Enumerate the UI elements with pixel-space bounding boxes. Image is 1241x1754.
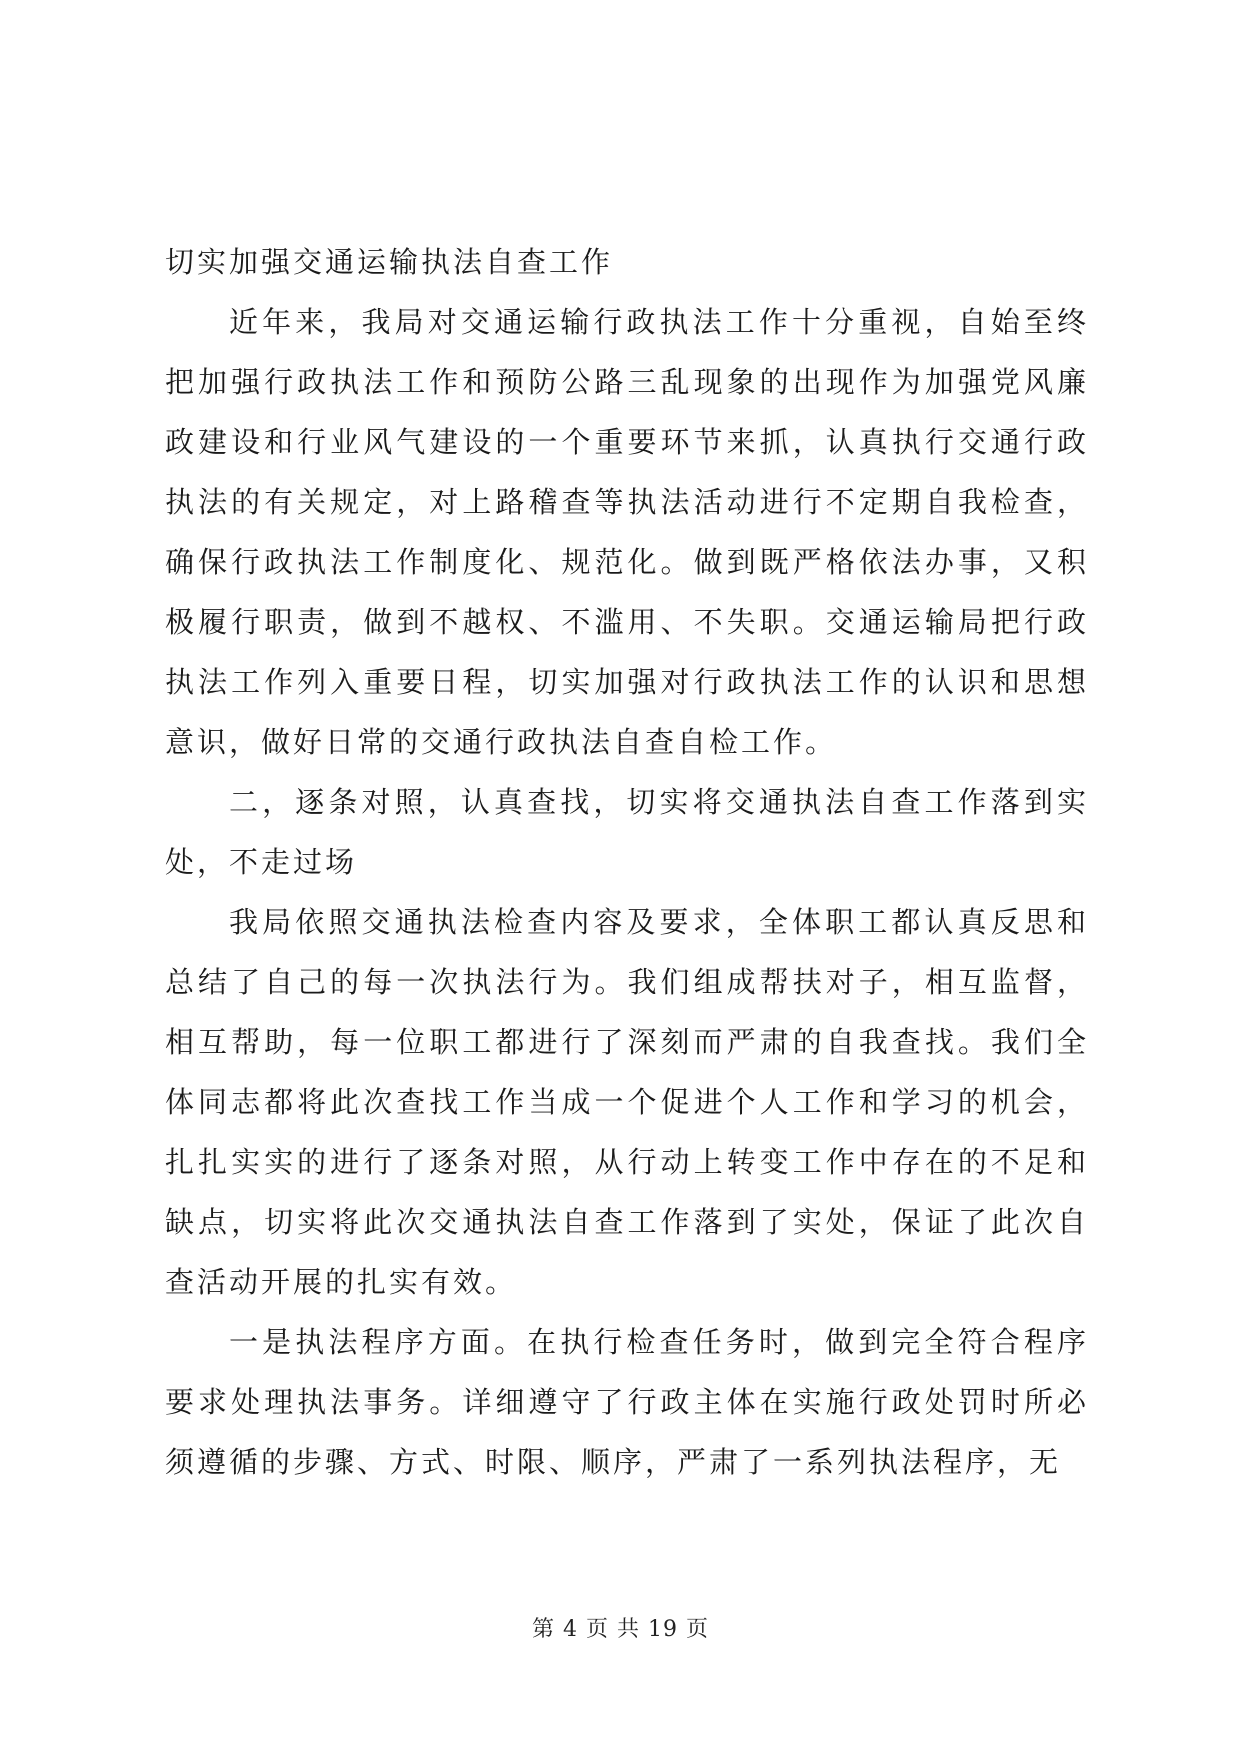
section-heading-two: 二，逐条对照，认真查找，切实将交通执法自查工作落到实处，不走过场 <box>165 785 1089 879</box>
paragraph-intro: 近年来，我局对交通运输行政执法工作十分重视，自始至终把加强行政执法工作和预防公路三乱现象的出现作为加强党风廉政建设和行业风气建设的一个重要环节来抓，认真执行交通行政执法的有关规定，对上路稽查等执法活动进行不定期自我检查，确保行政执法工作制度化、规范化。做到既严格依法办事，又积极履行职责，做到不越权、不滥用、不失职。交通运输局把行政执法工作列入重要日程，切实加强对行政执法工作的认识和思想意识，做好日常的交通行政执法自查自检工作。 <box>165 305 1089 759</box>
page-number-footer: 第 4 页 共 19 页 <box>532 1617 709 1642</box>
document-title: 切实加强交通运输执法自查工作 <box>165 245 614 279</box>
document-body <box>165 232 1089 1492</box>
paragraph-self-check: 我局依照交通执法检查内容及要求，全体职工都认真反思和总结了自己的每一次执法行为。我们组成帮扶对子，相互监督，相互帮助，每一位职工都进行了深刻而严肃的自我查找。我们全体同志都将此次查找工作当成一个促进个人工作和学习的机会，扎扎实实的进行了逐条对照，从行动上转变工作中存在的不足和缺点，切实将此次交通执法自查工作落到了实处，保证了此次自查活动开展的扎实有效。 <box>165 905 1089 1299</box>
paragraph-procedure: 一是执法程序方面。在执行检查任务时，做到完全符合程序要求处理执法事务。详细遵守了行政主体在实施行政处罚时所必须遵循的步骤、方式、时限、顺序，严肃了一系列执法程序，无 <box>165 1325 1089 1479</box>
